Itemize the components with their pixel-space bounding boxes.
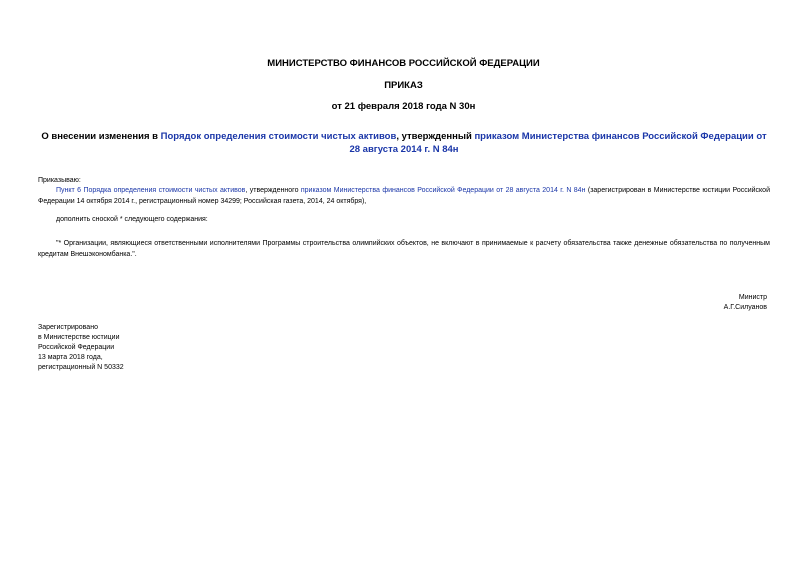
title-prefix: О внесении изменения в <box>41 131 161 142</box>
doc-type-heading: ПРИКАЗ <box>384 80 423 91</box>
registration-line: 13 марта 2018 года, <box>38 354 103 361</box>
registration-line: в Министерстве юстиции <box>38 334 120 341</box>
paragraph-3: "* Организации, являющиеся ответственными исполнителями Программы строительства олимпийских объектов, не включают в принимаемые к расчету обязательства также денежные обязательства по полученным кредитам Внешэкономбанка.". <box>38 240 770 258</box>
registration-line: Российской Федерации <box>38 344 115 351</box>
document-title <box>38 130 770 156</box>
para1-link-point6[interactable]: Пункт 6 Порядка определения стоимости чистых активов <box>56 187 246 194</box>
title-link-order[interactable]: приказом Министерства финансов Российской Федерации от 28 августа 2014 г. N 84н <box>349 131 767 155</box>
registration-line: Зарегистрировано <box>38 324 98 331</box>
signature-name: А.Г.Силуанов <box>723 304 767 311</box>
para1-link-order[interactable]: приказом Министерства финансов Российской Федерации от 28 августа 2014 г. N 84н <box>300 187 586 194</box>
title-middle: , утвержденный <box>396 131 475 142</box>
para1-text2: (зарегистрирован в Министерстве юстиции Российской Федерации 14 октября 2014 г., регистрационный номер 34299; Российская газета, 2014, 24 октября), <box>38 187 770 205</box>
intro-text: Приказываю: <box>38 177 81 184</box>
title-link-procedure[interactable]: Порядок определения стоимости чистых активов <box>160 131 397 142</box>
signature-position: Министр <box>738 294 767 301</box>
registration-block <box>38 323 124 373</box>
registration-line: регистрационный N 50332 <box>38 364 124 371</box>
ministry-heading: МИНИСТЕРСТВО ФИНАНСОВ РОССИЙСКОЙ ФЕДЕРАЦИИ <box>267 58 540 69</box>
paragraph-1 <box>38 185 770 207</box>
para1-text1: , утвержденного <box>245 187 301 194</box>
paragraph-2: дополнить сноской * следующего содержания: <box>56 216 208 223</box>
date-number-heading: от 21 февраля 2018 года N 30н <box>331 101 476 112</box>
